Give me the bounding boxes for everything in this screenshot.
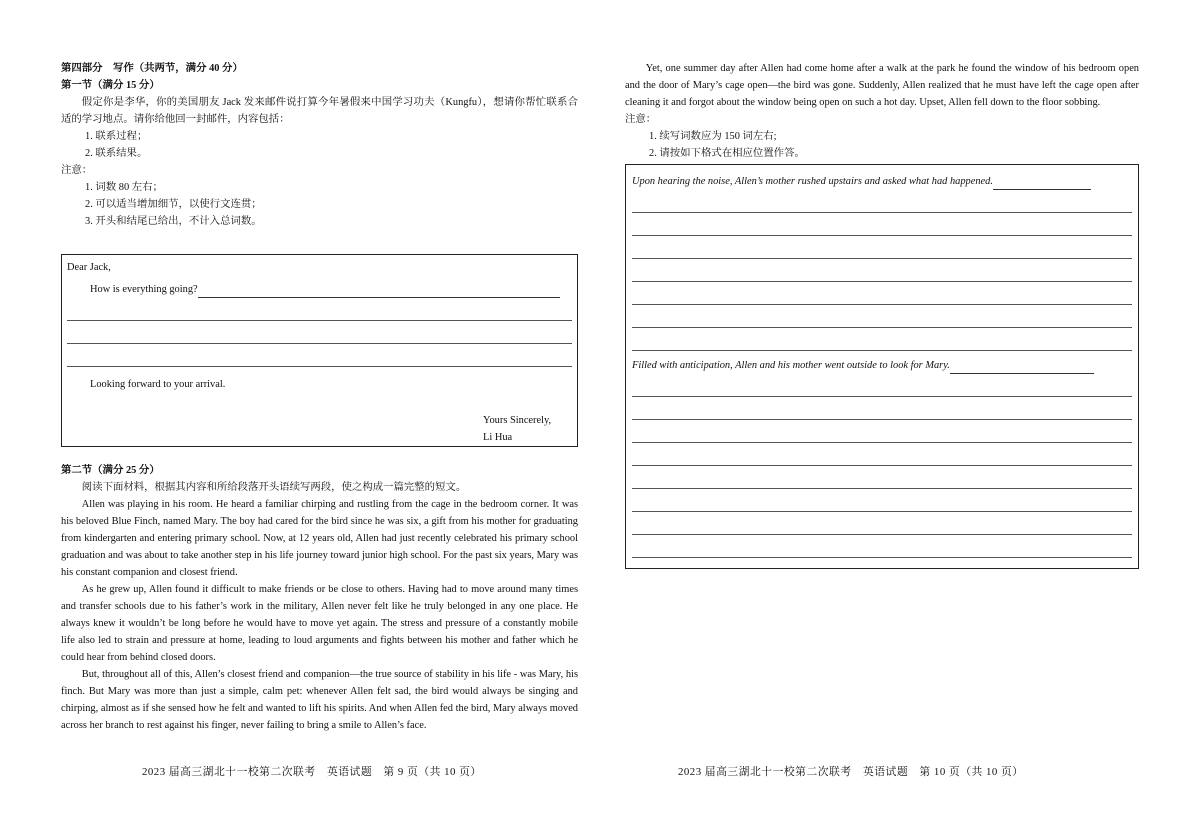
continuation-prompt-1: Upon hearing the noise, Allen’s mother rushed upstairs and asked what had happened. [632,176,993,187]
answer-line[interactable] [632,265,1132,282]
answer-line[interactable] [67,304,572,321]
section2-prompt: 阅读下面材料，根据其内容和所给段落开头语续写两段，使之构成一篇完整的短文。 [81,482,467,493]
answer-line[interactable] [67,350,572,367]
answer-line[interactable] [632,449,1132,466]
answer-line[interactable] [67,327,572,344]
answer-line[interactable] [632,334,1132,351]
section1-title: 第一节（满分 15 分） [61,80,160,91]
answer-line[interactable] [632,472,1132,489]
story-paragraph: Allen was playing in his room. He heard a familiar chirping and rustling from the cage in the bedroom corner. It was his beloved Blue Finch, named Mary. The boy had cared for the bird since he was six, a gift from his mother for graduating from kindergarten and entering primary school. Now, at 12 years old, Allen had just recently celebrated his primary school graduation and was about to take another step in his life journey toward junior high school. For the past six years, Mary was his constant companion and closest friend. [61,499,578,578]
letter-closing: Looking forward to your arrival. [90,379,226,390]
story-paragraph: As he grew up, Allen found it difficult to make friends or be close to others. Having had to move around many times and transfer schools due to his father’s work in the military, Allen never felt like he truly belonged in any one place. He always knew it wouldn’t be long before he would have to move yet again. The stress and pressure of a constantly mobile life also led to strain and pressure at home, leading to loud arguments and fights between his mother and father which he could hear from behind closed doors. [61,584,578,663]
letter-opening: How is everything going? [90,284,198,295]
page-footer-right: 2023 届高三湖北十一校第二次联考 英语试题 第 10 页（共 10 页） [678,766,1024,778]
answer-line[interactable] [632,242,1132,259]
story-paragraph: But, throughout all of this, Allen’s closest friend and companion—the true source of stability in his life - was Mary, his finch. But Mary was more than just a simple, calm pet: whenever Allen felt sad, the bird would always be singing and chirping, almost as if she sensed how he felt and wanted to lift his spirits. And when Allen fed the bird, Mary always moved across her branch to rest against his finger, never failing to bring a smile to Allen’s face. [61,669,578,731]
letter-opening-line [67,281,572,298]
answer-line[interactable] [632,288,1132,305]
right-page [625,60,1139,569]
answer-blank[interactable] [993,176,1091,190]
answer-blank[interactable] [198,284,560,298]
letter-signoff: Yours Sincerely, [483,415,552,426]
continuation-prompt-2-line [632,357,1132,374]
letter-name: Li Hua [483,432,513,443]
part-title: 第四部分 写作（共两节，满分 40 分） [61,63,243,74]
answer-line[interactable] [632,518,1132,535]
page-footer-left: 2023 届高三湖北十一校第二次联考 英语试题 第 9 页（共 10 页） [142,766,482,778]
answer-line[interactable] [632,495,1132,512]
continuation-answer-box [625,164,1139,569]
left-page [61,60,578,734]
answer-line[interactable] [632,311,1132,328]
letter-greeting: Dear Jack, [67,262,111,273]
note-item: 1. 续写词数应为 150 词左右; [649,131,777,142]
answer-line[interactable] [632,219,1132,236]
section2-title: 第二节（满分 25 分） [61,465,160,476]
section1-item: 2. 联系结果。 [85,148,148,159]
continuation-prompt-1-line [632,173,1132,190]
section1-item: 1. 联系过程； [85,131,148,142]
notes-label: 注意： [625,114,657,125]
section1-prompt: 假定你是李华，你的美国朋友 Jack 发来邮件说打算今年暑假来中国学习功夫（Kungfu），想请你帮忙联系合适的学习地点。请你给他回一封邮件，内容包括： [61,97,578,125]
note-item: 2. 请按如下格式在相应位置作答。 [649,148,805,159]
answer-line[interactable] [632,426,1132,443]
letter-answer-box [61,254,578,447]
story-paragraph: Yet, one summer day after Allen had come home after a walk at the park he found the window of his bedroom open and the door of Mary’s cage open—the bird was gone. Suddenly, Allen realized that he must have left the cage open after cleaning it and forgot about the window being open on such a hot day. Upset, Allen fell down to the floor sobbing. [625,63,1139,108]
answer-line[interactable] [632,196,1132,213]
answer-blank[interactable] [950,360,1094,374]
continuation-prompt-2: Filled with anticipation, Allen and his mother went outside to look for Mary. [632,360,950,371]
note-item: 3. 开头和结尾已给出，不计入总词数。 [85,216,262,227]
answer-line[interactable] [632,380,1132,397]
notes-label: 注意： [61,165,93,176]
note-item: 2. 可以适当增加细节，以使行文连贯； [85,199,262,210]
note-item: 1. 词数 80 左右； [85,182,163,193]
answer-line[interactable] [632,403,1132,420]
answer-line[interactable] [632,541,1132,558]
